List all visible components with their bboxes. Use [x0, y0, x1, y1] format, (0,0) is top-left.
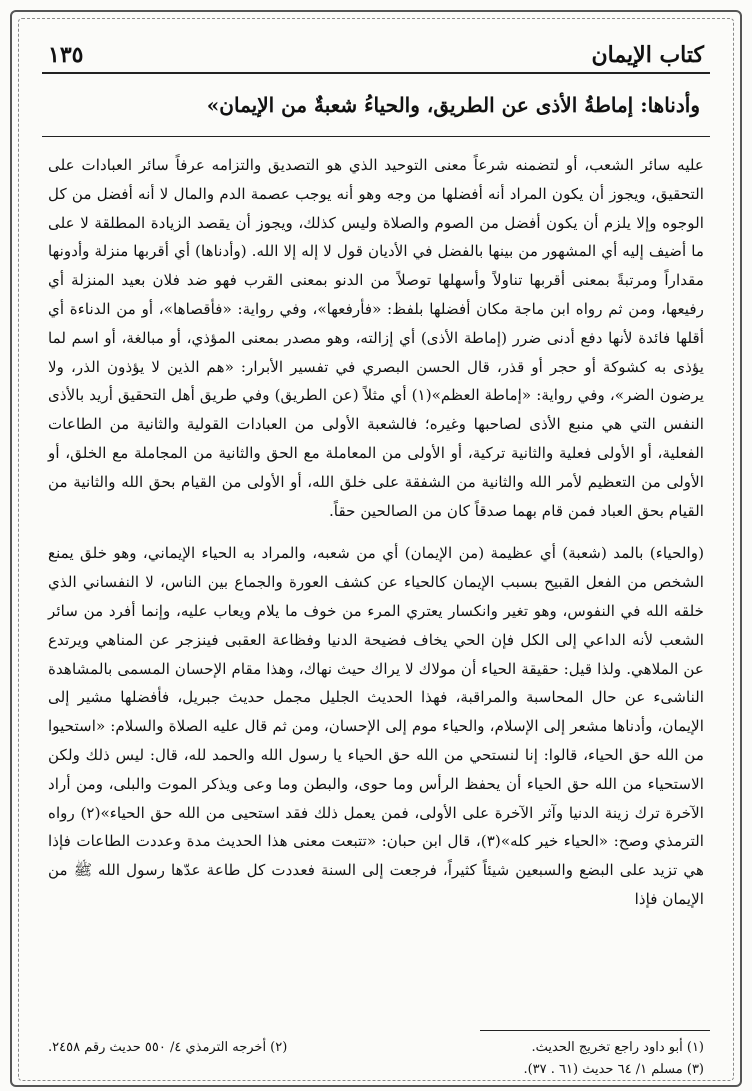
- footnotes: [42, 1030, 710, 1081]
- commentary-paragraph-1: عليه سائر الشعب، أو لتضمنه شرعاً معنى التوحيد الذي هو التصديق والتزامه عرفاً سائر العبادات على التحقيق، ويجوز أن يكون المراد أنه أفضلها من وجه وهو أنه يوجب عصمة الدم والمال لا أنه أفضل من كل الوجوه وإلا يلزم أن يكون أفضل من الصوم والصلاة وليس كذلك، ويجوز أن يقصد الزيادة المطلقة لا على ما أضيف إليه أي المشهور من بينها بالفضل في الأديان قول لا إله إلا الله. (وأدناها) أي أقربها منزلة وأدونها مقداراً ومرتبةً بمعنى أقربها تناولاً وأسهلها توصلاً من الدنو بمعنى القرب فهو ضد فلان بعيد المنزلة أي رفيعها، ومن ثم رواه ابن ماجة مكان أفضلها بلفظ: «فأرفعها»، وفي رواية: «فأقصاها»، أو من الدناءة أي أقلها فائدة لأنها دفع أدنى ضرر (إماطة الأذى) أي إزالته، وهو مصدر بمعنى المؤذي، أو مبالغة، أو اسم لما يؤذى به كشوكة أو حجر أو قذر، قال الحسن البصري في تفسير الأبرار: «هم الذين لا يؤذون الذر، ولا يرضون الضر»، وفي رواية: «إماطة العظم»(١) أي مثلاً (عن الطريق) وفي طريق أهل التحقيق أريد بالأذى النفس التي هي منبع الأذى لصاحبها وغيره؛ فالشعبة الأولى من العبادات القولية والثانية من الطاعات الفعلية، أو الأولى فعلية والثانية تركية، أو الأولى من المعاملة مع الحق والثانية من المجاملة مع الخلق، أو الأولى من التعظيم لأمر الله والثانية من الشفقة على خلق الله، أو الأولى من القيام بحق الله والثانية من القيام بحق العباد فمن قام بهما صدقاً كان من الصالحين حقاً.: [48, 156, 704, 520]
- commentary: [42, 151, 710, 914]
- book-page: [42, 30, 710, 1080]
- page-number: ١٣٥: [48, 42, 84, 68]
- matn-divider: [42, 136, 710, 137]
- hadith-text: وأدناها: إماطةُ الأذى عن الطريق، والحياءُ شعبةٌ من الإيمان»: [206, 93, 700, 117]
- commentary-paragraph-2: (والحياء) بالمد (شعبة) أي عظيمة (من الإيمان) أي من شعبه، والمراد به الحياء الإيماني، وهو خلق يمنع الشخص من الفعل القبيح بسبب الإيمان كالحياء عن كشف العورة والجماع بين الناس، لا النفساني الذي خلقه الله في النفوس، وهو تغير وانكسار يعتري المرء من خوف ما يلام ويعاب عليه، وإنما أفرد من سائر الشعب لأنه الداعي إلى الكل فإن الحي يخاف فضيحة الدنيا وفظاعة العقبى فينزجر عن المناهي ويرتدع عن الملاهي. ولذا قيل: حقيقة الحياء أن مولاك لا يراك حيث نهاك، وهذا مقام الإحسان المسمى بالمشاهدة الناشىء عن حال المحاسبة والمراقبة، فهذا الحديث الجليل مجمل حديث جبريل، فأفضلها مشير إلى الإيمان، وأدناها مشعر إلى الإسلام، والحياء موم إلى الإحسان، ومن ثم قال عليه الصلاة والسلام: «استحيوا من الله حق الحياء، قالوا: إنا لنستحي من الله حق الحياء يا رسول الله والحمد لله، قال: ليس ذلك ولكن الاستحياء من الله حق الحياء أن يحفظ الرأس وما حوى، والبطن وما وعى ويذكر الموت والبلى، ومن أراد الآخرة ترك زينة الدنيا وآثر الآخرة على الأولى، فمن يعمل ذلك فقد استحيى من الله حق الحياء»(٢) رواه الترمذي وصح: «الحياء خير كله»(٣)، قال ابن حبان: «تتبعت معنى هذا الحديث مدة وعددت الطاعات فإذا هي تزيد على البضع والسبعين شيئاً كثيراً، فرجعت إلى السنة فعددت كل طاعة عدّها رسول الله ﷺ من الإيمان فإذا: [48, 544, 705, 908]
- footnote-row-2: [42, 1059, 710, 1081]
- footnote-3: (٣) مسلم ١/ ٦٤ حديث (٦١ . ٣٧).: [523, 1062, 704, 1077]
- footnote-1: (١) أبو داود راجع تخريج الحديث.: [531, 1040, 704, 1055]
- footnote-2: (٢) أخرجه الترمذي ٤/ ٥٥٠ حديث رقم ٢٤٥٨.: [48, 1040, 288, 1055]
- running-header: [42, 30, 710, 74]
- footnote-row-1: [42, 1037, 710, 1059]
- chapter-title: كتاب الإيمان: [591, 42, 704, 68]
- footnote-rule: [480, 1030, 710, 1031]
